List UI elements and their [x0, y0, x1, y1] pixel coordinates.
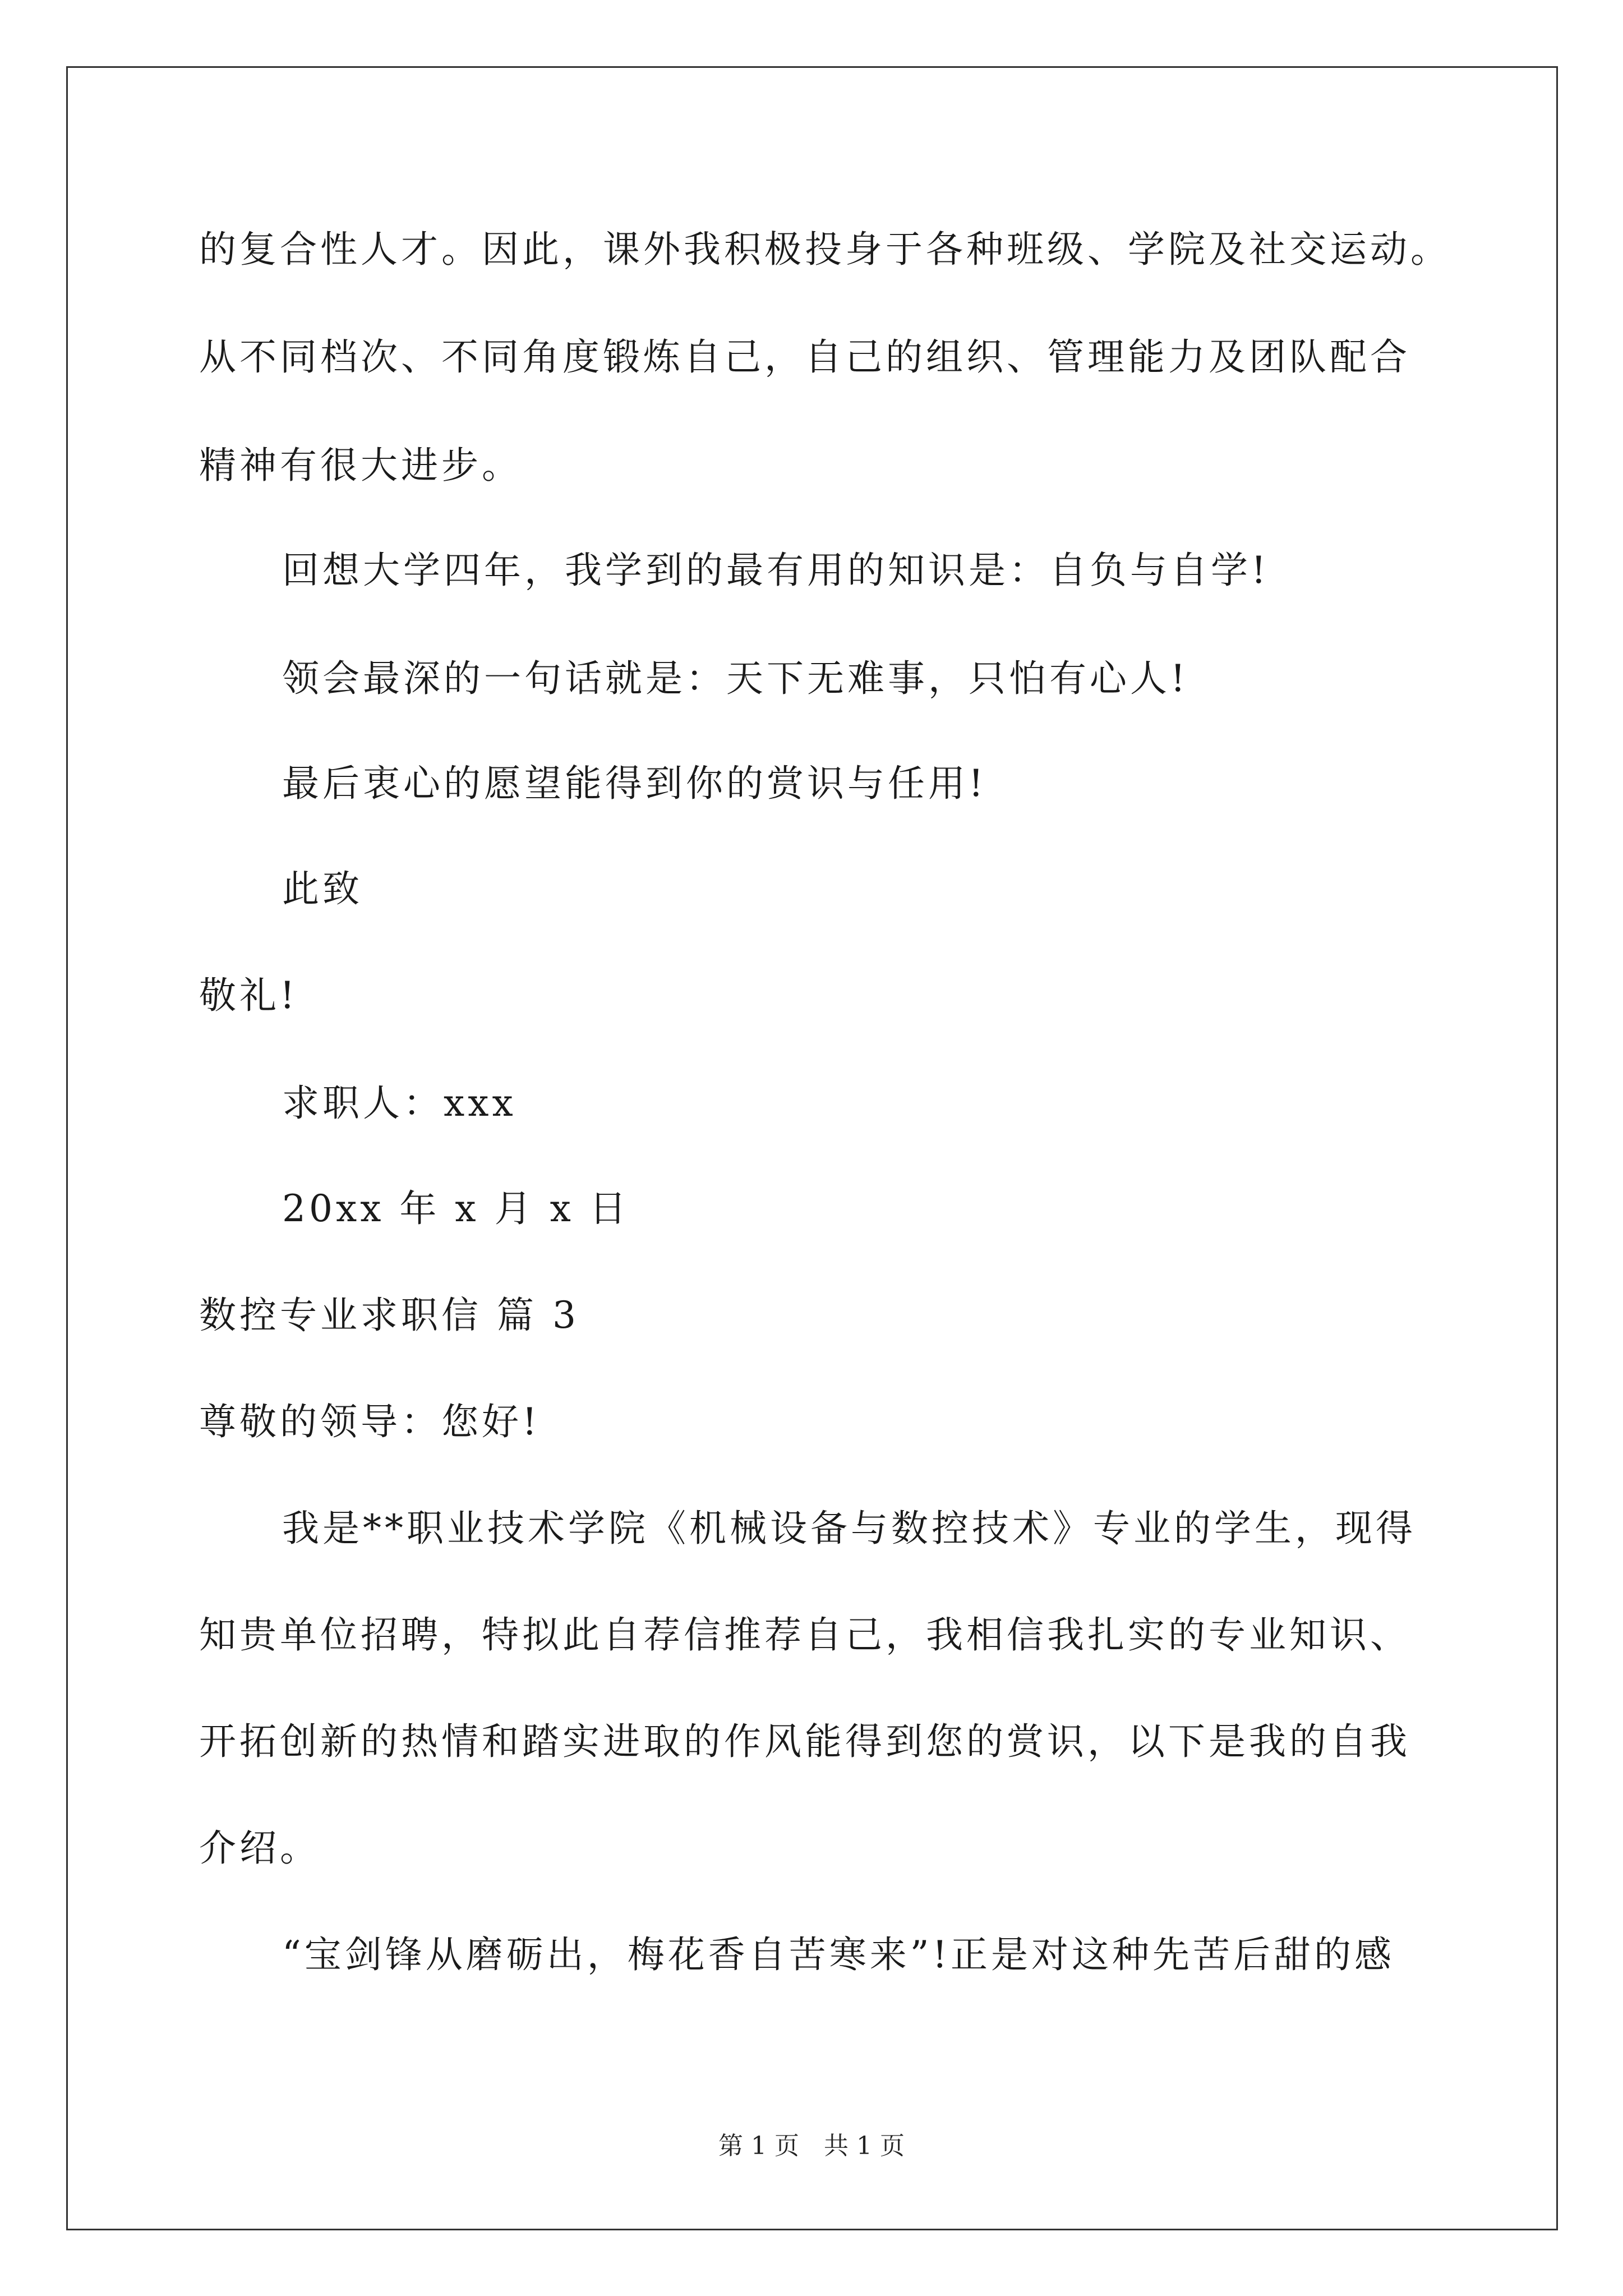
- page-footer: 第 1 页 共 1 页: [718, 2132, 905, 2160]
- text-line: 精神有很大进步。: [199, 444, 522, 487]
- closing-salutation: 此致: [282, 867, 363, 910]
- text-line: 回想大学四年，我学到的最有用的知识是：自负与自学!: [282, 549, 1270, 592]
- text-line: 我是**职业技术学院《机械设备与数控技术》专业的学生，现得: [282, 1507, 1416, 1550]
- greeting-line: 尊敬的领导：您好!: [199, 1400, 541, 1443]
- text-line: 介绍。: [199, 1826, 320, 1870]
- date-line: 20xx 年 x 月 x 日: [282, 1187, 630, 1230]
- closing-regards: 敬礼!: [199, 974, 298, 1017]
- text-line: 从不同档次、不同角度锻炼自己，自己的组织、管理能力及团队配合: [199, 335, 1410, 379]
- text-line: 知贵单位招聘，特拟此自荐信推荐自己，我相信我扎实的专业知识、: [199, 1613, 1410, 1657]
- section-heading: 数控专业求职信 篇 3: [199, 1294, 579, 1337]
- text-line: 的复合性人才。因此，课外我积极投身于各种班级、学院及社交运动。: [199, 228, 1451, 271]
- page-border: [66, 66, 1558, 2230]
- signature-line: 求职人：xxx: [282, 1082, 517, 1125]
- text-line: 开拓创新的热情和踏实进取的作风能得到您的赏识，以下是我的自我: [199, 1720, 1410, 1763]
- text-line: “宝剑锋从磨砺出，梅花香自苦寒来”!正是对这种先苦后甜的感: [282, 1933, 1395, 1976]
- text-line: 最后衷心的愿望能得到你的赏识与任用!: [282, 762, 987, 805]
- text-line: 领会最深的一句话就是：天下无难事，只怕有心人!: [282, 657, 1189, 700]
